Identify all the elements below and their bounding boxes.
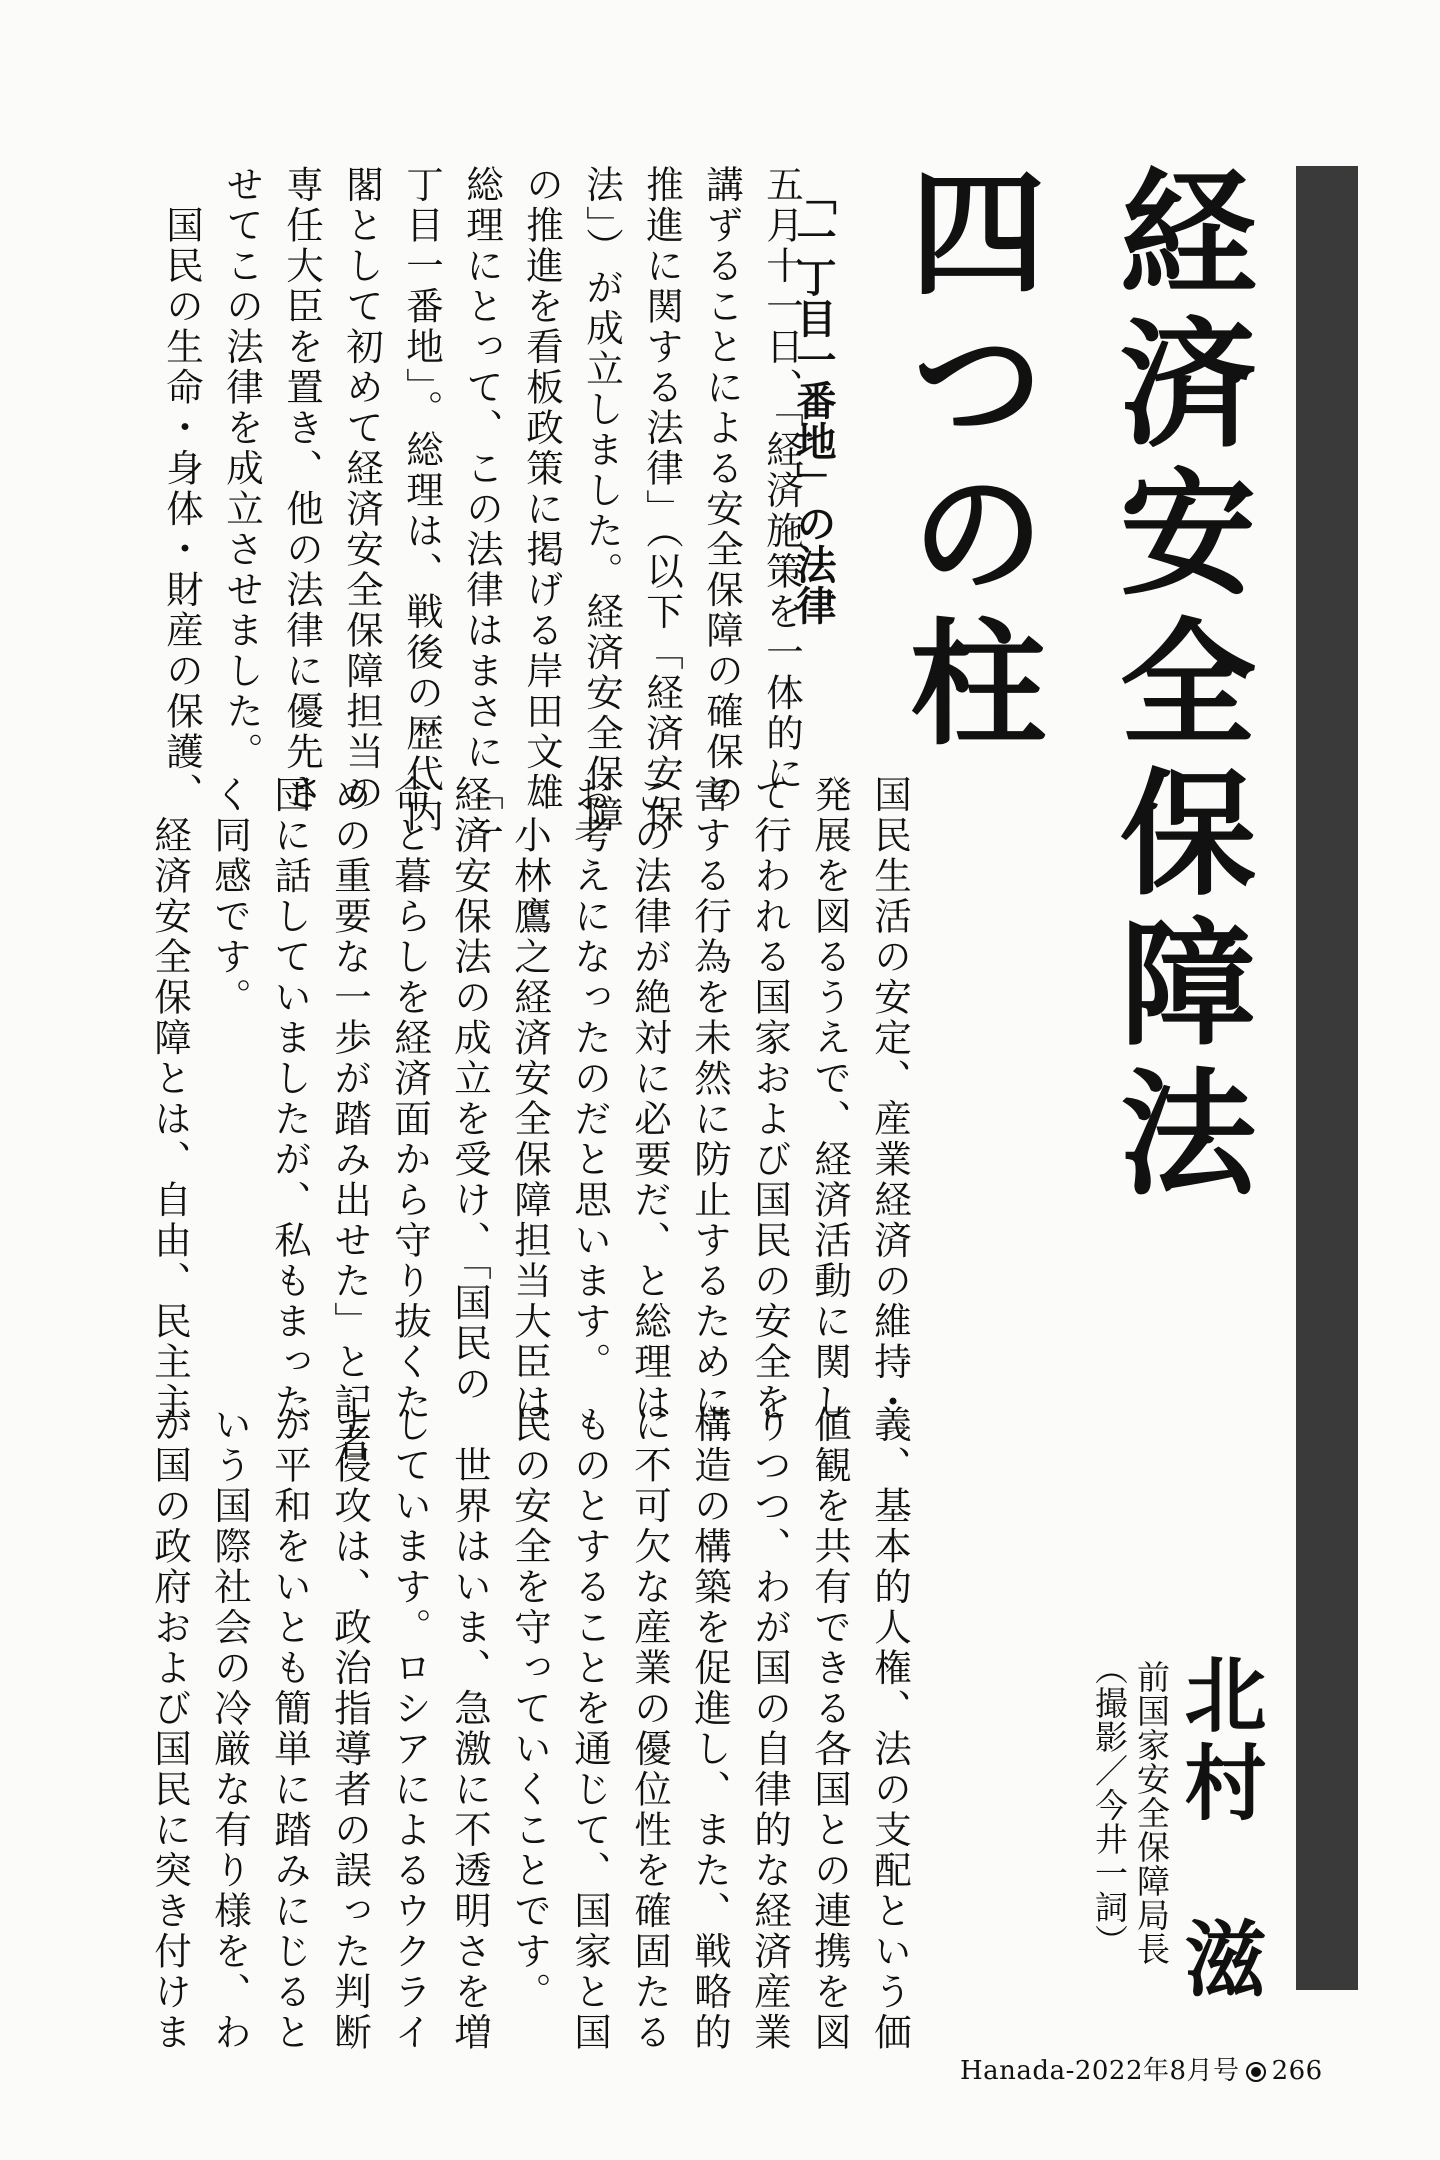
author-name: 北村 滋	[1171, 1652, 1267, 2004]
body-text-block-3: 義、基本的人権、法の支配という価 値観を共有できる各国との連携を図 りつつ、わが国の自律的な経済産業 構造の構築を促進し、また、戦略的 に不可欠な産業の優位性を確固たる ものとすることを通じて、国家と国 民の安全を守っていくことです。 世界はいま、急激に不透明さを増 しています。ロシアによるウクライ ナ侵攻は、政治指導者の誤った判断 が平和をいとも簡単に踏みにじると いう国際社会の冷厳な有り様を、わ が国の政府および国民に突き付けま	[148, 1405, 912, 2053]
author-block	[1060, 1652, 1267, 2072]
section-subheading: 「一丁目一番地」の法律	[790, 175, 837, 626]
magazine-issue: Hanada-2022年8月号	[960, 2056, 1240, 2086]
title-accent-bar	[1296, 166, 1358, 1990]
page-number: 266	[1271, 2056, 1323, 2086]
page-footer	[960, 2050, 1323, 2087]
photo-credit: （撮影／今井一詞）	[1090, 1652, 1129, 1958]
article-title: 経済安全保障法	[1096, 162, 1256, 1212]
body-text-block-2: 国民生活の安定、産業経済の維持・ 発展を図るうえで、経済活動に関し て行われる国家および国民の安全を 害する行為を未然に防止するために この法律が絶対に必要だ、と総理は お考えになったのだと思います。 小林鷹之経済安全保障担当大臣は 経済安保法の成立を受け、「国民の 命と暮らしを経済面から守り抜くた めの重要な一歩が踏み出せた」と記者 団に話していましたが、私もまった く同感です。 経済安全保障とは、自由、民主主	[148, 775, 912, 1464]
author-role: 前国家安全保障局長	[1132, 1660, 1171, 1966]
article-title-line-2: 四つの柱	[886, 162, 1046, 762]
bullet-icon	[1246, 2062, 1266, 2082]
body-text-block-1: 五月十一日、「経済施策を一体的に 講ずることによる安全保障の確保の 推進に関する法律」（以下「経済安保 法」）が成立しました。経済安全保障 の推進を看板政策に掲げる岸田文雄 総理にとって、この法律はまさに「一 丁目一番地」。総理は、戦後の歴代内 閣として初めて経済安全保障担当の 専任大臣を置き、他の法律に優先さ せてこの法律を成立させました。 国民の生命・身体・財産の保護、	[160, 165, 804, 854]
